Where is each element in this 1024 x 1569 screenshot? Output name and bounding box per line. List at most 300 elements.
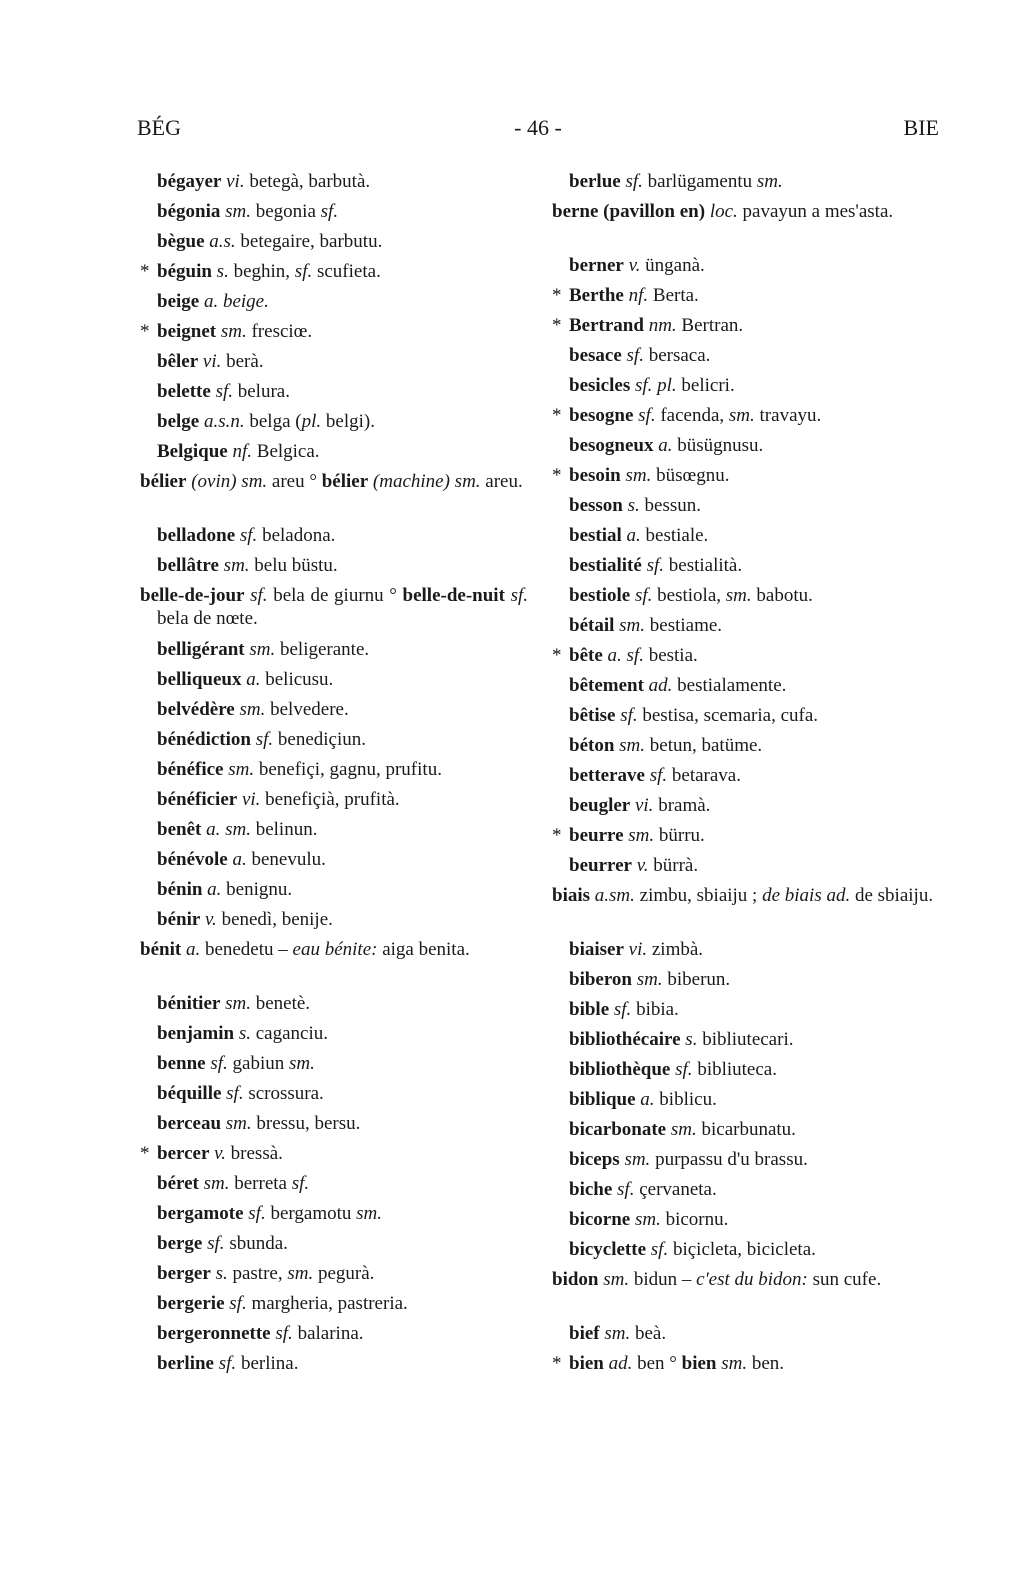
- entry-grammar: vi.: [628, 939, 648, 960]
- entry-headword: beurrer: [569, 855, 632, 876]
- entry-grammar: sm.: [249, 639, 276, 660]
- entry-grammar: v.: [205, 909, 217, 930]
- dictionary-entry: [552, 884, 944, 907]
- entry-headword: béton: [569, 735, 615, 756]
- entry-translation: benefiçi, gagnu, prufitu.: [258, 759, 442, 780]
- entry-asterisk: *: [552, 1353, 562, 1374]
- entry-translation: benedì, benije.: [221, 909, 333, 930]
- entry-translation: benevulu.: [251, 849, 326, 870]
- entry-translation: bibliuteca.: [697, 1059, 777, 1080]
- entry-grammar: sm.: [625, 465, 652, 486]
- entry-grammar-tail: sf.: [294, 261, 313, 282]
- page-number: - 46 -: [514, 115, 562, 140]
- entry-asterisk: *: [552, 465, 562, 486]
- entry-grammar: sf. pl.: [634, 375, 677, 396]
- entry-headword: belge: [157, 411, 200, 432]
- dictionary-entry: [140, 350, 528, 373]
- entry-grammar-secondary: sm.: [721, 1353, 748, 1374]
- entry-headword: bénit: [140, 939, 182, 960]
- dictionary-entry: [552, 1028, 944, 1051]
- dictionary-entry: [552, 938, 944, 961]
- entry-translation: areu °: [271, 471, 322, 492]
- dictionary-entry: [140, 170, 528, 193]
- entry-translation-tail: ben.: [751, 1353, 785, 1374]
- dictionary-entry: [552, 1322, 944, 1345]
- entry-headword: belliqueux: [157, 669, 242, 690]
- entry-headword: bénédiction: [157, 729, 251, 750]
- entry-grammar: sm.: [634, 1209, 661, 1230]
- entry-translation: facenda,: [660, 405, 725, 426]
- entry-headword: biceps: [569, 1149, 620, 1170]
- entry-grammar: sf.: [275, 1323, 293, 1344]
- entry-grammar: a.: [207, 879, 222, 900]
- entry-headword: béquille: [157, 1083, 222, 1104]
- dictionary-entry: [552, 554, 944, 577]
- entry-headword: besson: [569, 495, 623, 516]
- entry-grammar: sf.: [650, 1239, 669, 1260]
- entry-grammar-secondary: c'est du bidon:: [696, 1269, 808, 1290]
- entry-translation: fresciœ.: [251, 321, 313, 342]
- dictionary-entry: [552, 200, 944, 223]
- entry-grammar: sf.: [634, 585, 653, 606]
- entry-grammar: s.: [685, 1029, 698, 1050]
- entry-translation: belura.: [237, 381, 290, 402]
- dictionary-entry: [140, 290, 528, 313]
- dictionary-entry: [140, 470, 528, 493]
- entry-headword: berne (pavillon en): [552, 201, 706, 222]
- entry-grammar: s.: [216, 261, 229, 282]
- entry-grammar: sm.: [239, 699, 266, 720]
- entry-headword-secondary: bélier: [321, 471, 369, 492]
- entry-grammar: v.: [214, 1143, 226, 1164]
- entry-headword: besicles: [569, 375, 631, 396]
- entry-grammar: a.: [232, 849, 247, 870]
- entry-grammar: sf.: [626, 345, 644, 366]
- entry-grammar: vi.: [241, 789, 261, 810]
- entry-headword: beugler: [569, 795, 631, 816]
- entry-translation: belvedere.: [270, 699, 349, 720]
- entry-headword: benne: [157, 1053, 206, 1074]
- dictionary-entry: [140, 758, 528, 781]
- entry-translation: belga (: [249, 411, 302, 432]
- entry-translation: berreta: [234, 1173, 287, 1194]
- entry-grammar: sf.: [646, 555, 665, 576]
- entry-grammar: ad.: [648, 675, 673, 696]
- entry-headword: bestial: [569, 525, 622, 546]
- entry-grammar-secondary: de biais ad.: [762, 885, 851, 906]
- entry-grammar: sf.: [226, 1083, 244, 1104]
- dictionary-entry: [140, 698, 528, 721]
- entry-translation: benediçiun.: [277, 729, 366, 750]
- entry-headword: biche: [569, 1179, 613, 1200]
- dictionary-entry: [552, 614, 944, 637]
- dictionary-entry: [552, 854, 944, 877]
- entry-grammar: a. sf.: [607, 645, 644, 666]
- dictionary-entry: [552, 1148, 944, 1171]
- entry-headword: Belgique: [157, 441, 228, 462]
- dictionary-entry: [140, 818, 528, 841]
- entry-translation: beghin,: [233, 261, 291, 282]
- dictionary-entry: [552, 794, 944, 817]
- dictionary-entry: [140, 728, 528, 751]
- entry-translation: bressà.: [230, 1143, 283, 1164]
- dictionary-entry: [140, 1322, 528, 1345]
- entry-grammar: sm.: [670, 1119, 697, 1140]
- dictionary-entry: [552, 1238, 944, 1261]
- dictionary-entry: [552, 434, 944, 457]
- entry-translation: bidun –: [633, 1269, 697, 1290]
- entry-translation: bürrà.: [653, 855, 699, 876]
- entry-translation: beà.: [634, 1323, 667, 1344]
- entry-headword: benêt: [157, 819, 202, 840]
- entry-translation: bicornu.: [665, 1209, 729, 1230]
- entry-translation: betarava.: [671, 765, 741, 786]
- dictionary-entry: [552, 1088, 944, 1111]
- entry-grammar: sf.: [239, 525, 258, 546]
- entry-translation: bersaca.: [648, 345, 711, 366]
- entry-headword: berline: [157, 1353, 214, 1374]
- entry-grammar: ad.: [608, 1353, 633, 1374]
- dictionary-entry: [552, 170, 944, 193]
- dictionary-entry: [552, 968, 944, 991]
- entry-grammar: sm.: [225, 201, 251, 222]
- entry-grammar: v.: [628, 255, 641, 276]
- entry-asterisk: *: [140, 1143, 150, 1164]
- entry-grammar: sm.: [603, 1269, 630, 1290]
- entry-headword: Berthe: [569, 285, 624, 306]
- entry-grammar: sm.: [225, 993, 251, 1014]
- entry-headword: bien: [569, 1353, 604, 1374]
- dictionary-entry: [552, 764, 944, 787]
- entry-translation: beligerante.: [279, 639, 370, 660]
- entry-translation: bestiale.: [645, 525, 709, 546]
- entry-translation: biberun.: [667, 969, 731, 990]
- entry-grammar-secondary: sf.: [510, 585, 528, 606]
- entry-grammar: vi.: [202, 351, 222, 372]
- entry-translation-tail: scufieta.: [316, 261, 381, 282]
- dictionary-entry: [140, 668, 528, 691]
- entry-grammar: a.s.: [209, 231, 236, 252]
- entry-grammar: sf.: [218, 1353, 237, 1374]
- entry-grammar: sf.: [625, 171, 643, 192]
- entry-grammar: s.: [215, 1263, 228, 1284]
- entry-translation: begonia: [255, 201, 316, 222]
- entry-headword: bélier: [140, 471, 187, 492]
- dictionary-entry: [140, 1352, 528, 1375]
- dictionary-entry: [552, 1118, 944, 1141]
- entry-translation-tail: aiga benita.: [382, 939, 470, 960]
- dictionary-entry: [552, 1058, 944, 1081]
- dictionary-entry: [140, 1112, 528, 1135]
- entry-translation: Belgica.: [256, 441, 320, 462]
- entry-headword: bergerie: [157, 1293, 225, 1314]
- entry-grammar: sm.: [604, 1323, 631, 1344]
- entry-grammar: vi.: [226, 171, 245, 192]
- dictionary-entry: [140, 1232, 528, 1255]
- page-header: [137, 115, 939, 149]
- entry-grammar: a.sm.: [594, 885, 635, 906]
- entry-headword: berceau: [157, 1113, 222, 1134]
- entry-translation: zimbà.: [651, 939, 704, 960]
- dictionary-entry: [140, 1052, 528, 1075]
- entry-grammar: sm.: [228, 759, 255, 780]
- entry-grammar: nm.: [648, 315, 677, 336]
- entry-translation-tail: de sbiaiju.: [854, 885, 934, 906]
- header-left-guide-word: BÉG: [137, 115, 181, 140]
- entry-headword-secondary: belle-de-nuit: [402, 585, 505, 606]
- entry-headword: Bertrand: [569, 315, 644, 336]
- entry-translation-tail: babotu.: [756, 585, 813, 606]
- entry-translation: bibliutecari.: [702, 1029, 794, 1050]
- entry-translation-tail: pegurà.: [317, 1263, 375, 1284]
- entry-headword: bêtement: [569, 675, 644, 696]
- entry-translation: Bertran.: [681, 315, 744, 336]
- dictionary-entry: [140, 878, 528, 901]
- entry-grammar: sm.: [223, 555, 250, 576]
- entry-translation: gabiun: [232, 1053, 285, 1074]
- entry-translation: bestiame.: [649, 615, 723, 636]
- entry-translation: bicarbunatu.: [701, 1119, 796, 1140]
- dictionary-entry: [140, 1172, 528, 1195]
- entry-grammar: sf.: [638, 405, 656, 426]
- entry-translation: belicusu.: [265, 669, 334, 690]
- entry-headword: bègue: [157, 231, 205, 252]
- entry-translation: zimbu, sbiaiju ;: [639, 885, 763, 906]
- entry-headword: bénin: [157, 879, 203, 900]
- entry-headword: bicorne: [569, 1209, 631, 1230]
- dictionary-entry: [552, 314, 944, 337]
- entry-headword-secondary: bien: [681, 1353, 717, 1374]
- entry-grammar: loc.: [709, 201, 738, 222]
- entry-translation: bramà.: [658, 795, 711, 816]
- entry-translation-tail: belgi).: [325, 411, 375, 432]
- entry-grammar: sf.: [250, 585, 268, 606]
- entry-asterisk: *: [552, 645, 562, 666]
- entry-grammar: sf.: [255, 729, 274, 750]
- entry-grammar: sf.: [210, 1053, 228, 1074]
- entry-grammar: a.: [658, 435, 673, 456]
- entry-translation: büsœgnu.: [656, 465, 730, 486]
- entry-translation: belinun.: [255, 819, 318, 840]
- entry-translation: pastre,: [232, 1263, 283, 1284]
- entry-translation: ben °: [637, 1353, 682, 1374]
- entry-grammar: a.: [626, 525, 641, 546]
- dictionary-entry: [552, 374, 944, 397]
- entry-grammar: sf.: [229, 1293, 247, 1314]
- entry-headword: bicarbonate: [569, 1119, 667, 1140]
- entry-grammar-tail: sm.: [287, 1263, 314, 1284]
- dictionary-entry: [552, 998, 944, 1021]
- entry-headword: besace: [569, 345, 622, 366]
- entry-asterisk: *: [552, 315, 562, 336]
- entry-headword: berger: [157, 1263, 211, 1284]
- entry-asterisk: *: [552, 405, 562, 426]
- entry-headword: bête: [569, 645, 603, 666]
- entry-translation-tail: travayu.: [759, 405, 822, 426]
- entry-grammar: a. sm.: [206, 819, 251, 840]
- entry-grammar: sm.: [203, 1173, 230, 1194]
- entry-headword: bidon: [552, 1269, 599, 1290]
- entry-translation: bestialamente.: [677, 675, 787, 696]
- dictionary-entry: [140, 992, 528, 1015]
- entry-headword: biais: [552, 885, 591, 906]
- entry-translation: scrossura.: [248, 1083, 324, 1104]
- entry-grammar: s.: [238, 1023, 251, 1044]
- entry-headword: belvédère: [157, 699, 235, 720]
- entry-headword: biaiser: [569, 939, 624, 960]
- dictionary-entry: [140, 584, 528, 630]
- dictionary-entry: [552, 284, 944, 307]
- entry-headword: bêtise: [569, 705, 616, 726]
- entry-headword: bestialité: [569, 555, 642, 576]
- dictionary-entry: [552, 1268, 944, 1291]
- entry-headword: bicyclette: [569, 1239, 647, 1260]
- dictionary-entry: [552, 674, 944, 697]
- entry-headword: beige: [157, 291, 200, 312]
- entry-translation: bibia.: [636, 999, 679, 1020]
- entry-headword: berlue: [569, 171, 621, 192]
- entry-headword: benjamin: [157, 1023, 235, 1044]
- entry-grammar: a.: [185, 939, 201, 960]
- entry-translation: caganciu.: [255, 1023, 328, 1044]
- entry-grammar: sf.: [207, 1233, 225, 1254]
- entry-headword: beurre: [569, 825, 624, 846]
- entry-headword: belette: [157, 381, 211, 402]
- dictionary-entry: [140, 638, 528, 661]
- entry-grammar: a.s.n.: [203, 411, 245, 432]
- entry-grammar: sf.: [675, 1059, 693, 1080]
- entry-translation-tail: sun cufe.: [812, 1269, 882, 1290]
- dictionary-entry: [140, 380, 528, 403]
- entry-grammar: sm.: [220, 321, 247, 342]
- dictionary-entry: [140, 410, 528, 433]
- entry-headword: bibliothèque: [569, 1059, 671, 1080]
- entry-headword: belligérant: [157, 639, 245, 660]
- entry-translation: bressu, bersu.: [256, 1113, 361, 1134]
- entry-grammar: sm.: [619, 735, 646, 756]
- dictionary-entry: [552, 524, 944, 547]
- dictionary-entry: [140, 1082, 528, 1105]
- entry-headword: biblique: [569, 1089, 636, 1110]
- dictionary-entry: [552, 344, 944, 367]
- entry-translation: berà.: [226, 351, 264, 372]
- entry-translation: bürru.: [658, 825, 705, 846]
- entry-translation: margheria, pastreria.: [251, 1293, 408, 1314]
- entry-grammar: sf.: [613, 999, 632, 1020]
- dictionary-entry: [140, 1292, 528, 1315]
- dictionary-entry: [140, 788, 528, 811]
- dictionary-entry: [140, 260, 528, 283]
- entry-headword: béguin: [157, 261, 212, 282]
- entry-headword: bief: [569, 1323, 600, 1344]
- entry-headword: bénéficier: [157, 789, 238, 810]
- entry-translation: belicri.: [681, 375, 735, 396]
- entry-headword: biberon: [569, 969, 633, 990]
- dictionary-entry: [140, 1142, 528, 1165]
- entry-translation: bestiola,: [657, 585, 722, 606]
- entry-headword: berge: [157, 1233, 203, 1254]
- entry-translation: biblicu.: [659, 1089, 717, 1110]
- entry-headword: bercer: [157, 1143, 210, 1164]
- entry-translation: bergamotu: [270, 1203, 352, 1224]
- dictionary-entry: [552, 734, 944, 757]
- entry-translation: beladona.: [262, 525, 336, 546]
- entry-translation: bestia.: [648, 645, 698, 666]
- dictionary-entry: [552, 1208, 944, 1231]
- entry-headword: bénitier: [157, 993, 221, 1014]
- entry-translation: Berta.: [652, 285, 699, 306]
- entry-asterisk: *: [140, 261, 150, 282]
- entry-headword: besogneux: [569, 435, 654, 456]
- entry-translation: belu büstu.: [254, 555, 338, 576]
- dictionary-entry: [140, 1262, 528, 1285]
- entry-grammar: sm.: [624, 1149, 651, 1170]
- entry-headword: bégayer: [157, 171, 222, 192]
- entry-grammar-tail: sf.: [320, 201, 339, 222]
- entry-headword: bégonia: [157, 201, 221, 222]
- entry-asterisk: *: [552, 825, 562, 846]
- entry-translation: biçicleta, bicicleta.: [672, 1239, 816, 1260]
- entry-grammar-tail: pl.: [301, 411, 322, 432]
- entry-translation: berlina.: [240, 1353, 299, 1374]
- entry-headword: belladone: [157, 525, 236, 546]
- entry-grammar: s.: [627, 495, 640, 516]
- dictionary-entry: [140, 848, 528, 871]
- entry-translation: barlügamentu: [647, 171, 753, 192]
- entry-grammar-tail: sm.: [756, 171, 783, 192]
- dictionary-entry: [552, 404, 944, 427]
- entry-asterisk: *: [140, 321, 150, 342]
- entry-translation: pavayun a mes'asta.: [742, 201, 894, 222]
- entry-translation: balarina.: [297, 1323, 364, 1344]
- entry-headword: berner: [569, 255, 624, 276]
- entry-headword: bénéfice: [157, 759, 224, 780]
- dictionary-entry: [140, 554, 528, 577]
- entry-grammar-tail: sf.: [291, 1173, 310, 1194]
- entry-headword: bergeronnette: [157, 1323, 271, 1344]
- entry-headword: belle-de-jour: [140, 585, 245, 606]
- entry-translation: bestialità.: [668, 555, 743, 576]
- dictionary-entry: [552, 254, 944, 277]
- entry-grammar: sm.: [619, 615, 646, 636]
- dictionary-entry: [552, 494, 944, 517]
- dictionary-entry: [552, 1352, 944, 1375]
- entry-grammar: vi.: [634, 795, 654, 816]
- dictionary-entry: [552, 824, 944, 847]
- dictionary-entry: [140, 524, 528, 547]
- entry-grammar-secondary: beige.: [222, 291, 269, 312]
- entry-translation: bela de giurnu °: [273, 585, 403, 606]
- dictionary-entry: [140, 1022, 528, 1045]
- entry-translation: betegà, barbutà.: [249, 171, 371, 192]
- entry-translation-tail: areu.: [485, 471, 523, 492]
- dictionary-entry: [552, 704, 944, 727]
- entry-headword: betterave: [569, 765, 645, 786]
- dictionary-entry: [552, 644, 944, 667]
- entry-translation: büsügnusu.: [677, 435, 764, 456]
- entry-grammar: v.: [636, 855, 649, 876]
- entry-headword: béret: [157, 1173, 199, 1194]
- entry-translation: ünganà.: [645, 255, 705, 276]
- entry-asterisk: *: [552, 285, 562, 306]
- entry-headword: bibliothécaire: [569, 1029, 681, 1050]
- entry-translation: betegaire, barbutu.: [240, 231, 383, 252]
- entry-grammar: a.: [246, 669, 261, 690]
- entry-grammar: a.: [640, 1089, 655, 1110]
- entry-headword: bétail: [569, 615, 615, 636]
- dictionary-entry: [140, 1202, 528, 1225]
- dictionary-entry: [140, 230, 528, 253]
